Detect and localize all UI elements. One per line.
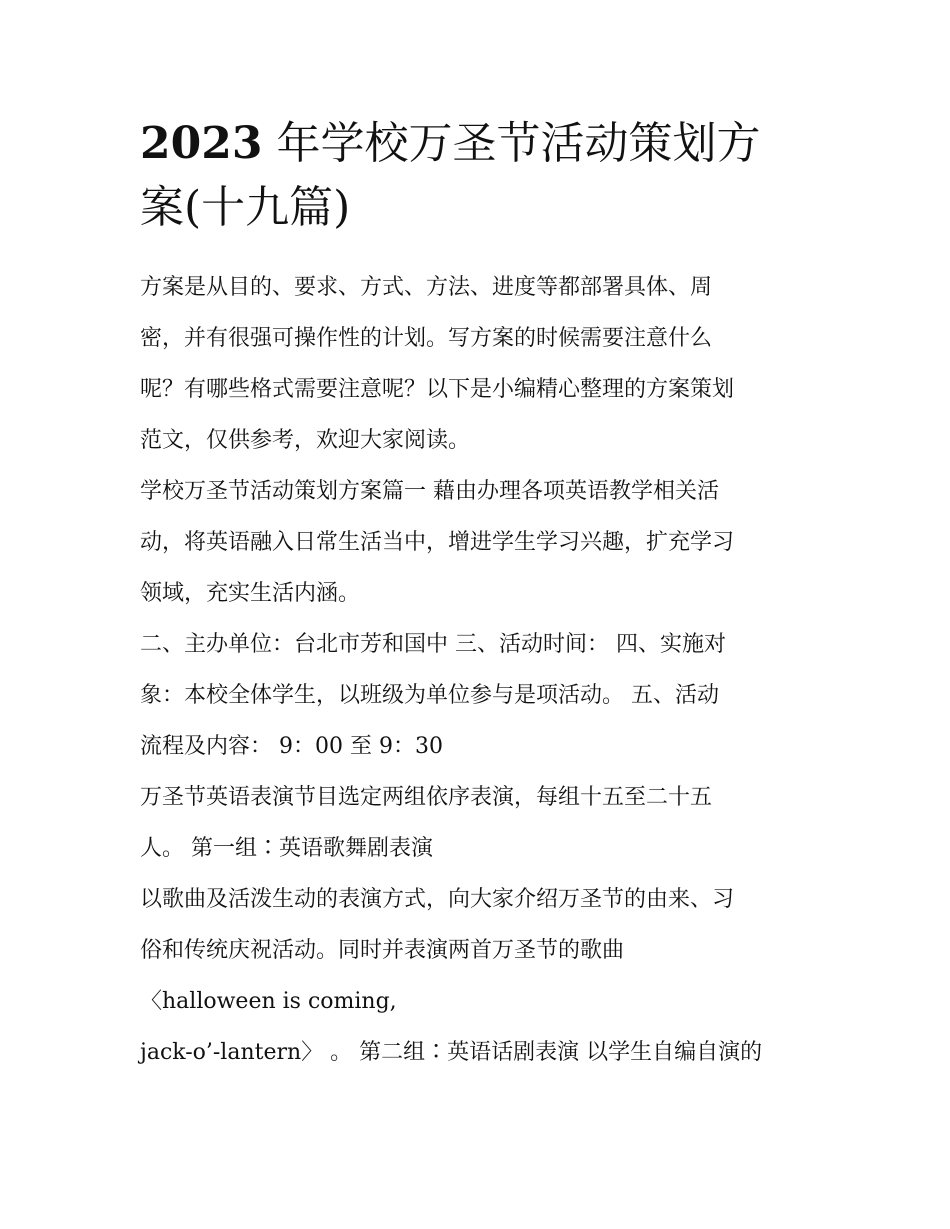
text-line: 〈halloween is coming, (140, 989, 397, 1014)
text-line: 以歌曲及活泼生动的表演方式，向大家介绍万圣节的由来、习 (140, 887, 735, 912)
text-line: 呢？有哪些格式需要注意呢？以下是小编精心整理的方案策划 (140, 377, 735, 402)
text-line: 学校万圣节活动策划方案篇一 藉由办理各项英语教学相关活 (140, 479, 719, 504)
text-line: 俗和传统庆祝活动。同时并表演两首万圣节的歌曲 (140, 938, 625, 963)
document-page (140, 112, 820, 1078)
title-line-1: 年学校万圣节活动策划方 (262, 118, 761, 169)
title-line-2: 案(十九篇) (140, 182, 351, 233)
paragraph-organizer (140, 619, 820, 772)
paragraph-intro (140, 262, 820, 466)
text-line: 人。 第一组∶英语歌舞剧表演 (140, 836, 433, 861)
paragraph-songs (140, 874, 820, 976)
text-line: 流程及内容： 9：00 至 9：30 (140, 734, 443, 759)
title-year: 2023 (140, 118, 263, 169)
document-body (140, 262, 820, 1078)
text-line: 象：本校全体学生，以班级为单位参与是项活动。 五、活动 (140, 683, 719, 708)
text-line: 范文，仅供参考，欢迎大家阅读。 (140, 428, 471, 453)
paragraph-drama (140, 1027, 820, 1078)
text-line: 方案是从目的、要求、方式、方法、进度等都部署具体、周 (140, 275, 713, 300)
text-line: 万圣节英语表演节目选定两组依序表演，每组十五至二十五 (140, 785, 713, 810)
paragraph-song-title (140, 976, 820, 1027)
document-title (140, 112, 820, 240)
text-line: 领域，充实生活内涵。 (140, 581, 361, 606)
paragraph-performance (140, 772, 820, 874)
text-line: 二、主办单位：台北市芳和国中 三、活动时间： 四、实施对 (140, 632, 726, 657)
text-line: 动，将英语融入日常生活当中，增进学生学习兴趣，扩充学习 (140, 530, 735, 555)
text-line: jack-o’-lantern〉 。 第二组∶英语话剧表演 以学生自编自演的 (140, 1040, 763, 1065)
paragraph-section-one (140, 466, 820, 619)
text-line: 密，并有很强可操作性的计划。写方案的时候需要注意什么 (140, 326, 713, 351)
